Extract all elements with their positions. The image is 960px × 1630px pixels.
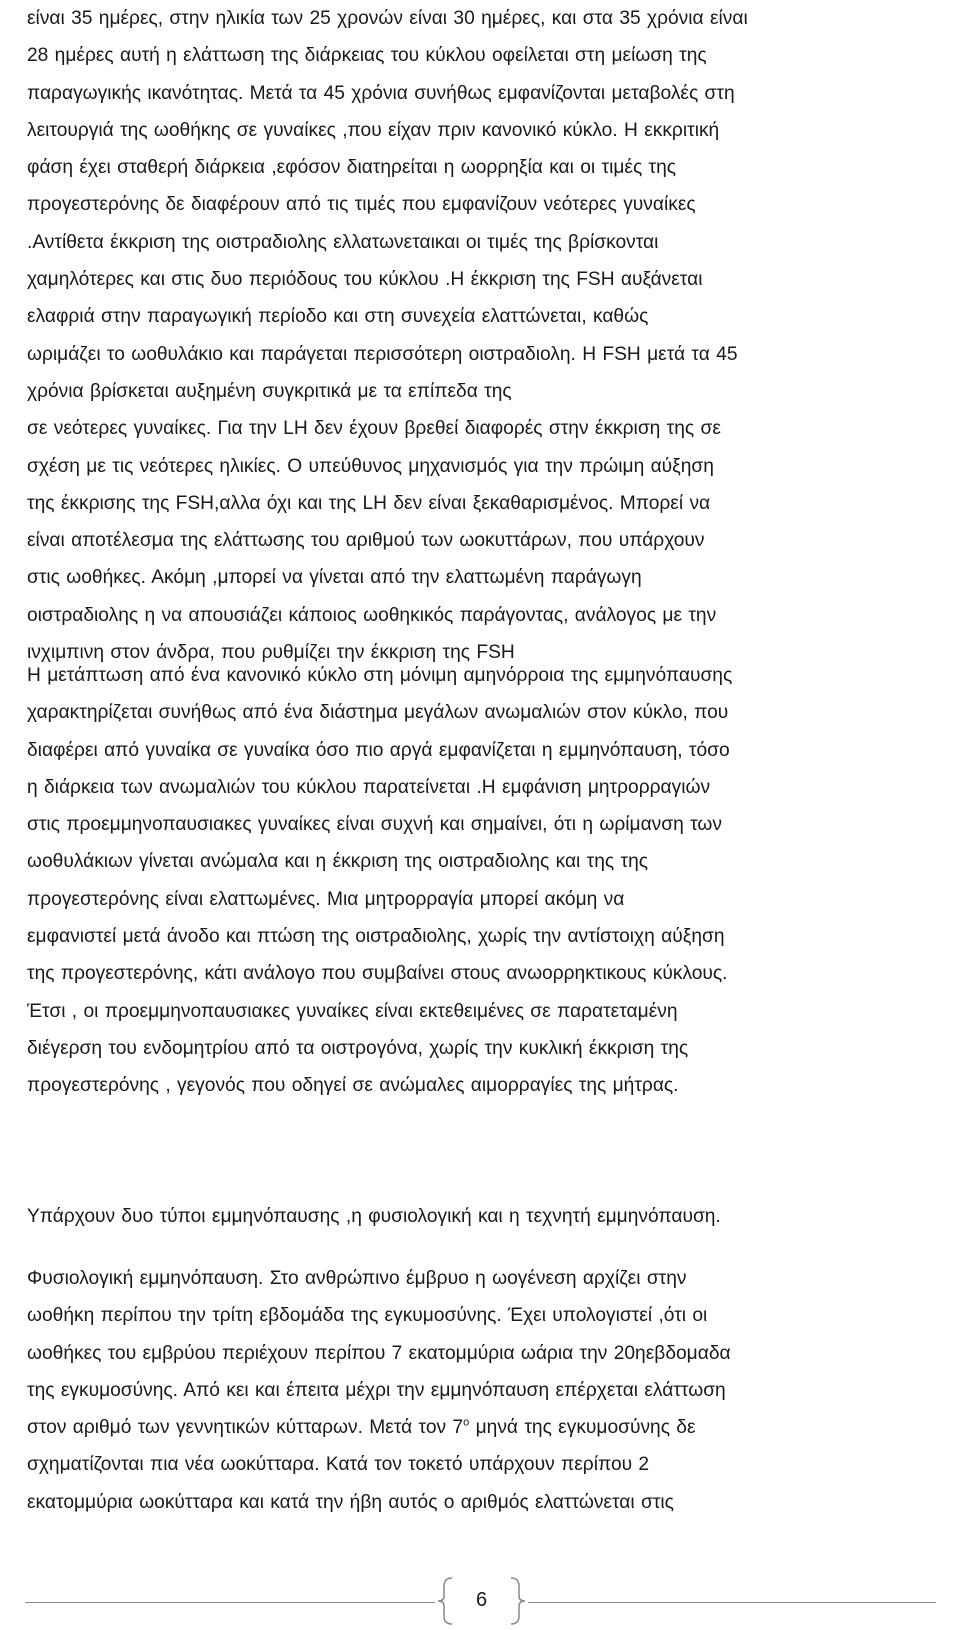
paragraph-menopause-types — [27, 1198, 721, 1235]
text-line: χαρακτηρίζεται συνήθως από ένα διάστημα μεγάλων ανωμαλιών στον κύκλο, που — [27, 702, 729, 724]
text-line: Η μετάπτωση από ένα κανονικό κύκλο στη μόνιμη αμηνόρροια της εμμηνόπαυσης — [27, 665, 733, 686]
text-line: εκατομμύρια ωοκύτταρα και κατά την ήβη αυτός ο αριθμός ελαττώνεται στις — [27, 1491, 674, 1513]
text-line: της εγκυμοσύνης. Από κει και έπειτα μέχρι την εμμηνόπαυση επέρχεται ελάττωση — [27, 1379, 726, 1401]
text-segment: μηνά της εγκυμοσύνης δε — [469, 1417, 696, 1439]
text-line: προγεστερόνης δε διαφέρουν από τις τιμές που εμφανίζουν νεότερες γυναίκες — [27, 194, 696, 216]
paragraph-natural-menopause — [27, 1260, 731, 1521]
text-line: χαμηλότερες και στις δυο περιόδους του κύκλου .Η έκκριση της FSH αυξάνεται — [27, 269, 703, 291]
text-line: Υπάρχουν δυο τύποι εμμηνόπαυσης ,η φυσιολογική και η τεχνητή εμμηνόπαυση. — [27, 1206, 721, 1227]
text-line: Έτσι , οι προεμμηνοπαυσιακες γυναίκες είναι εκτεθειμένες σε παρατεταμένη — [27, 1000, 678, 1022]
text-line: σχέση με τις νεότερες ηλικίες. Ο υπεύθυνος μηχανισμός για την πρώιμη αύξηση — [27, 455, 714, 477]
text-line: εμφανιστεί μετά άνοδο και πτώση της οιστραδιολης, χωρίς την αντίστοιχη αύξηση — [27, 926, 725, 948]
paragraph-menopause-transition — [27, 657, 732, 1105]
text-line: σχηματίζονται πια νέα ωοκύτταρα. Κατά τον τοκετό υπάρχουν περίπου 2 — [27, 1454, 650, 1476]
text-line: στις προεμμηνοπαυσιακες γυναίκες είναι συχνή και σημαίνει, ότι η ωρίμανση των — [27, 814, 722, 836]
page-number: 6 — [475, 1589, 488, 1611]
left-brace-icon — [435, 1576, 455, 1626]
text-line: προγεστερόνης , γεγονός που οδηγεί σε ανώμαλες αιμορραγίες της μήτρας. — [27, 1075, 679, 1097]
text-line: είναι 35 ημέρες, στην ηλικία των 25 χρονών είναι 30 ημέρες, και στα 35 χρόνια είναι — [27, 8, 748, 29]
text-line: διέγερση του ενδομητρίου από τα οιστρογόνα, χωρίς την κυκλική έκκριση της — [27, 1037, 689, 1059]
text-line: ελαφριά στην παραγωγική περίοδο και στη συνεχεία ελαττώνεται, καθώς — [27, 306, 649, 328]
superscript: ο — [463, 1416, 470, 1429]
text-line: σε νεότερες γυναίκες. Για την LH δεν έχουν βρεθεί διαφορές στην έκκριση της σε — [27, 418, 721, 440]
page-footer — [0, 1570, 960, 1630]
text-line: λειτουργιά της ωοθήκης σε γυναίκες ,που είχαν πριν κανονικό κύκλο. Η εκκριτική — [27, 119, 720, 141]
text-line: φάση έχει σταθερή διάρκεια ,εφόσον διατηρείται η ωορρηξία και οι τιμές της — [27, 157, 677, 179]
text-segment: στον αριθμό των γεννητικών κύτταρων. Μετά τον 7 — [27, 1417, 464, 1439]
text-line: της προγεστερόνης, κάτι ανάλογο που συμβαίνει στους ανωορρηκτικους κύκλους. — [27, 963, 728, 985]
footer-rule-right — [528, 1602, 936, 1603]
text-line: διαφέρει από γυναίκα σε γυναίκα όσο πιο αργά εμφανίζεται η εμμηνόπαυση, τόσο — [27, 739, 730, 761]
footer-rule-left — [25, 1602, 435, 1603]
text-line: προγεστερόνης είναι ελαττωμένες. Μια μητρορραγία μπορεί ακόμη να — [27, 888, 625, 910]
text-line: οιστραδιολης η να απουσιάζει κάποιος ωοθηκικός παράγοντας, ανάλογος με την — [27, 604, 717, 626]
text-line: .Αντίθετα έκκριση της οιστραδιολης ελλατωνεταικαι οι τιμές της βρίσκονται — [27, 231, 659, 253]
text-line: ωριμάζει το ωοθυλάκιο και παράγεται περισσότερη οιστραδιολη. Η FSH μετά τα 45 — [27, 343, 738, 365]
text-line: ινχιμπινη στον άνδρα, που ρυθμίζει την έκκριση της FSH — [27, 642, 515, 664]
paragraph-cycle-changes — [27, 0, 748, 671]
text-line: ωοθυλάκιων γίνεται ανώμαλα και η έκκριση της οιστραδιολης και της της — [27, 851, 648, 873]
text-line: παραγωγικής ικανότητας. Μετά τα 45 χρόνια συνήθως εμφανίζονται μεταβολές στη — [27, 82, 735, 104]
text-line: είναι αποτέλεσμα της ελάττωσης του αριθμού των ωοκυττάρων, που υπάρχουν — [27, 530, 705, 552]
text-line: Φυσιολογική εμμηνόπαυση. Στο ανθρώπινο έμβρυο η ωογένεση αρχίζει στην — [27, 1268, 687, 1289]
text-line: 28 ημέρες αυτή η ελάττωση της διάρκειας του κύκλου οφείλεται στη μείωση της — [27, 45, 707, 67]
right-brace-icon — [508, 1576, 528, 1626]
text-line-with-superscript — [27, 1409, 731, 1446]
text-line: ωοθήκη περίπου την τρίτη εβδομάδα της εγκυμοσύνης. Έχει υπολογιστεί ,ότι οι — [27, 1305, 708, 1327]
text-line: ωοθήκες του εμβρύου περιέχουν περίπου 7 εκατομμύρια ωάρια την 20ηεβδομαδα — [27, 1342, 731, 1364]
text-line: της έκκρισης της FSH,αλλα όχι και της LH δεν είναι ξεκαθαρισμένος. Μπορεί να — [27, 492, 711, 514]
text-line: η διάρκεια των ανωμαλιών του κύκλου παρατείνεται .Η εμφάνιση μητρορραγιών — [27, 776, 711, 798]
text-line: στις ωοθήκες. Ακόμη ,μπορεί να γίνεται από την ελαττωμένη παράγωγη — [27, 567, 642, 589]
text-line: χρόνια βρίσκεται αυξημένη συγκριτικά με τα επίπεδα της — [27, 380, 512, 402]
